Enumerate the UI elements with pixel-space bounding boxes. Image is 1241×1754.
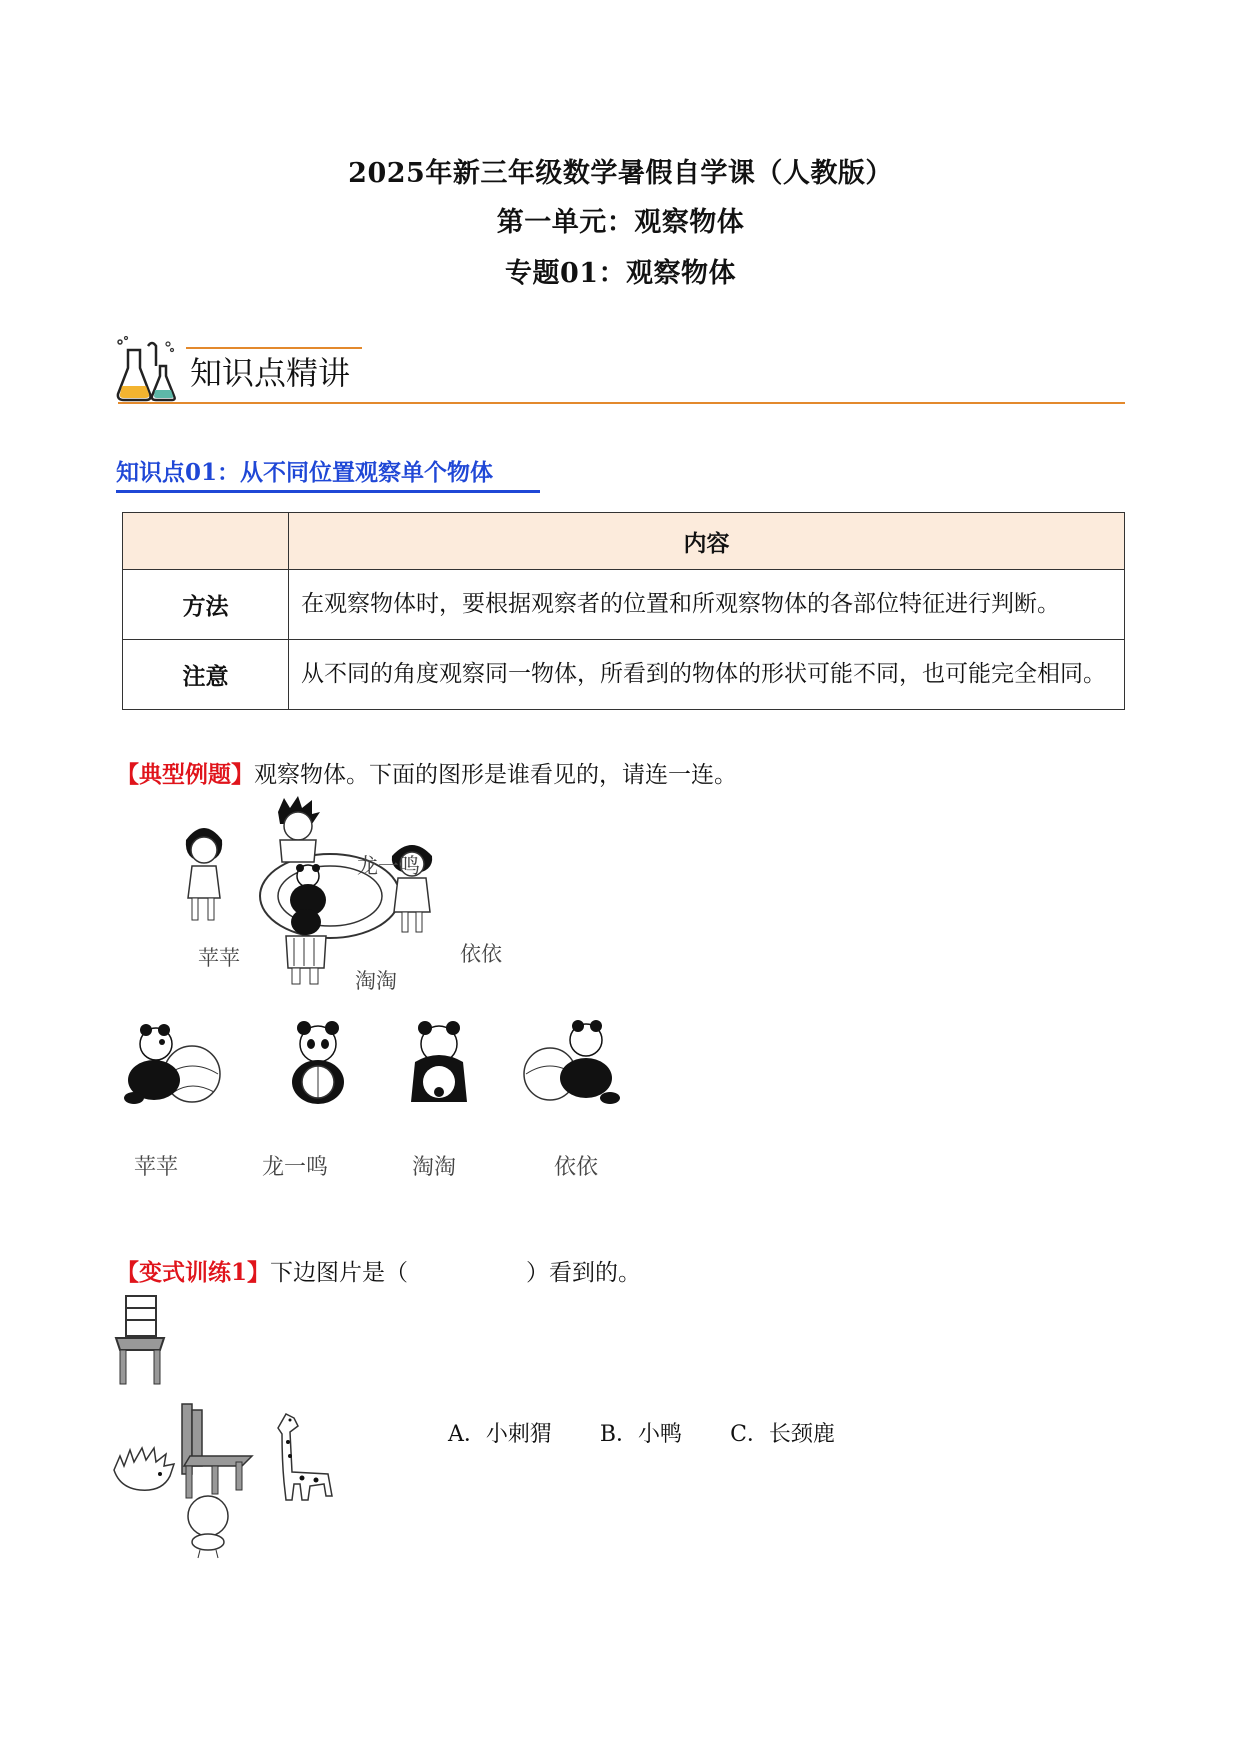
variant-question-before: 下边图片是（	[270, 1260, 409, 1286]
hedgehog-icon	[114, 1448, 174, 1490]
example-tag: 【典型例题】	[116, 761, 254, 788]
document-title: 2025年新三年级数学暑假自学课（人教版）	[348, 158, 893, 189]
lab-flask-icon	[116, 336, 176, 402]
example-question	[116, 756, 737, 789]
panda-view-side-right	[520, 1018, 630, 1106]
variant-question-after: ）看到的。	[526, 1260, 642, 1286]
view-label: 依依	[554, 1155, 599, 1180]
child-longyiming	[278, 796, 320, 862]
chair-icon	[182, 1404, 252, 1498]
unit-title: 第一单元：观察物体	[496, 207, 745, 238]
giraffe-icon	[278, 1414, 332, 1500]
knowledge-table	[122, 512, 1125, 710]
table-header-content: 内容	[289, 513, 1125, 570]
table-row	[123, 640, 1125, 710]
child-pingping	[186, 828, 222, 920]
section-banner-label: 知识点精讲	[190, 354, 351, 392]
answer-options	[448, 1417, 883, 1448]
figure-label-yiyi: 依依	[460, 942, 502, 966]
banner-divider	[118, 402, 1125, 404]
variant-tag: 【变式训练1】	[116, 1259, 271, 1286]
topic-title: 专题01：观察物体	[504, 258, 737, 289]
option-a[interactable]: A．小刺猬	[448, 1422, 552, 1447]
figure-label-pingping: 苹苹	[198, 946, 240, 970]
view-label: 苹苹	[134, 1155, 179, 1180]
child-taotao	[286, 909, 326, 984]
duck-icon	[188, 1496, 228, 1558]
example-question-text: 观察物体。下面的图形是谁看见的，请连一连。	[254, 762, 737, 788]
variant-question	[116, 1254, 641, 1287]
table-row-content: 在观察物体时，要根据观察者的位置和所观察物体的各部位特征进行判断。	[289, 570, 1125, 640]
table-header-row	[123, 513, 1125, 570]
table-row-label: 注意	[123, 640, 289, 710]
table-row-content: 从不同的角度观察同一物体，所看到的物体的形状可能不同，也可能完全相同。	[289, 640, 1125, 710]
knowledge-point-title: 知识点01：从不同位置观察单个物体	[116, 459, 494, 486]
chair-side-view-image	[110, 1294, 170, 1386]
option-c[interactable]: C．长颈鹿	[730, 1422, 835, 1447]
option-b[interactable]: B．小鸭	[599, 1422, 683, 1447]
figure-label-longyiming: 龙一鸣	[357, 854, 420, 878]
panda-view-front	[262, 1018, 372, 1106]
table-row-label: 方法	[123, 570, 289, 640]
panda-view-side-left	[118, 1018, 228, 1106]
table-header-blank	[123, 513, 289, 570]
panda-center	[290, 864, 326, 916]
view-label: 龙一鸣	[262, 1155, 329, 1180]
figure-label-taotao: 淘淘	[355, 969, 397, 993]
view-label: 淘淘	[412, 1155, 457, 1180]
chair-with-animals-illustration	[112, 1400, 382, 1560]
table-row	[123, 570, 1125, 640]
knowledge-point-underline	[116, 490, 540, 493]
panda-view-back	[385, 1018, 495, 1106]
